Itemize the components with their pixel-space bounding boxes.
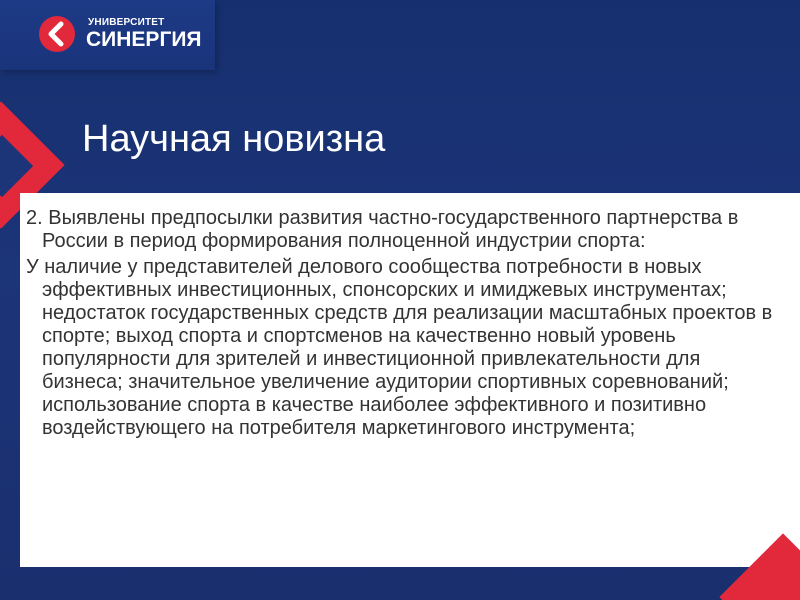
synergy-logo-icon [39, 16, 75, 52]
synergy-chevron-icon [39, 16, 75, 52]
slide-body-text [26, 207, 782, 565]
paragraph-prerequisites: 2. Выявлены предпосылки развития частно-государственного партнерства в России в период формирования полноценной индустрии спорта: [26, 207, 739, 252]
logo-name-text: СИНЕРГИЯ [86, 28, 202, 51]
university-logo [0, 0, 215, 70]
logo-university-text: УНИВЕРСИТЕТ [88, 17, 165, 28]
paragraph-details: У наличие у представителей делового сообщества потребности в новых эффективных инвестиционных, спонсорских и имиджевых инструментах; недостаток государственных средств для реализации масштабных проектов в спорте; выход спорта и спортсменов на качественно новый уровень популярности для зрителей и инвестиционной привлекательности для бизнеса; значительное увеличение аудитории спортивных соревнований; использование спорта в качестве наиболее эффективного и позитивно воздействующего на потребителя маркетингового инструмента; [26, 256, 773, 439]
slide-title: Научная новизна [82, 118, 386, 160]
